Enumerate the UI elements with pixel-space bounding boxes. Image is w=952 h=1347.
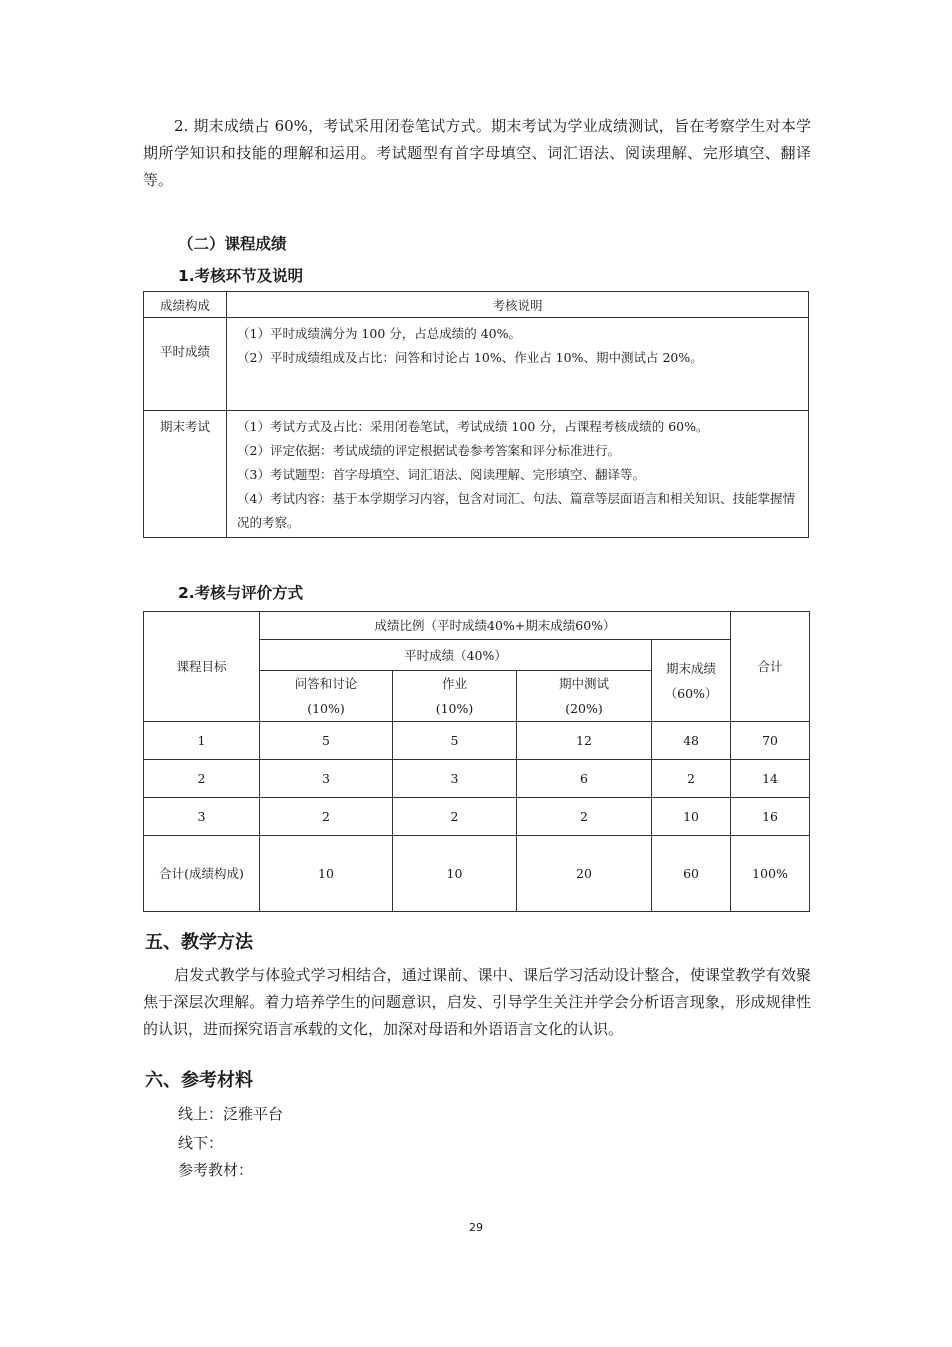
ref-textbook: 参考教材：: [178, 1161, 254, 1179]
section5-title: 五、教学方法: [145, 932, 253, 953]
desc-line: （2）平时成绩组成及占比：问答和讨论占 10%、作业占 10%、期中测试占 20%。: [237, 350, 703, 365]
table-row: [144, 798, 810, 836]
qa-percent: (10%): [307, 701, 345, 716]
evaluation-method-title: 2.考核与评价方式: [178, 584, 304, 602]
section-course-grade-title: （二）课程成绩: [178, 235, 287, 253]
cell-sum-total: 100%: [731, 836, 810, 912]
table-row: [144, 722, 810, 760]
row-usual-grade-label: 平时成绩: [144, 318, 227, 411]
desc-line: （3）考试题型：首字母填空、词汇语法、阅读理解、完形填空、翻译等。: [237, 467, 645, 482]
cell-final: 10: [652, 798, 731, 836]
desc-line: （2）评定依据：考试成绩的评定根据试卷参考答案和评分标准进行。: [237, 443, 620, 458]
cell-midterm: 6: [517, 760, 652, 798]
midterm-percent: (20%): [565, 701, 603, 716]
row-final-exam-label: 期末考试: [144, 411, 227, 538]
cell-final: 2: [652, 760, 731, 798]
cell-sum-final: 60: [652, 836, 731, 912]
assessment-items-title: 1.考核环节及说明: [178, 267, 304, 285]
cell-midterm: 12: [517, 722, 652, 760]
ref-offline: 线下：: [178, 1134, 224, 1152]
cell-goal: 1: [144, 722, 260, 760]
cell-sum-qa: 10: [260, 836, 393, 912]
cell-goal: 3: [144, 798, 260, 836]
table-row-sum: [144, 836, 810, 912]
cell-total: 70: [731, 722, 810, 760]
row-usual-grade-desc: [227, 318, 809, 411]
cell-qa: 2: [260, 798, 393, 836]
cell-total: 16: [731, 798, 810, 836]
ref-online: 线上：泛雅平台: [178, 1105, 284, 1123]
header-course-goal: 课程目标: [144, 612, 260, 722]
desc-line: （4）考试内容：基于本学期学习内容，包含对词汇、句法、篇章等层面语言和相关知识、技能掌握情况的考察。: [237, 491, 795, 530]
cell-total: 14: [731, 760, 810, 798]
header-qa: [260, 671, 393, 722]
header-final-grade: [652, 640, 731, 722]
header-assessment-description: 考核说明: [227, 292, 809, 318]
midterm-label: 期中测试: [558, 676, 609, 691]
cell-sum-homework: 10: [393, 836, 517, 912]
row-final-exam-desc: [227, 411, 809, 538]
cell-midterm: 2: [517, 798, 652, 836]
header-total: 合计: [731, 612, 810, 722]
intro-paragraph: [143, 113, 811, 194]
cell-sum-midterm: 20: [517, 836, 652, 912]
header-homework: [393, 671, 517, 722]
cell-homework: 2: [393, 798, 517, 836]
final-grade-percent: （60%）: [664, 685, 718, 701]
header-grade-ratio: 成绩比例（平时成绩40%+期末成绩60%）: [260, 612, 731, 640]
cell-homework: 5: [393, 722, 517, 760]
desc-line: （1）平时成绩满分为 100 分，占总成绩的 40%。: [237, 326, 522, 341]
page-number: 29: [469, 1221, 483, 1234]
qa-label: 问答和讨论: [294, 676, 358, 691]
intro-paragraph-text: 2. 期末成绩占 60%，考试采用闭卷笔试方式。期末考试为学业成绩测试，旨在考察学生对本学期所学知识和技能的理解和运用。考试题型有首字母填空、词汇语法、阅读理解、完形填空、翻译等。: [143, 117, 811, 189]
cell-qa: 3: [260, 760, 393, 798]
cell-sum-label: 合计(成绩构成): [144, 836, 260, 912]
teaching-method-paragraph: [143, 962, 811, 1043]
desc-line: （1）考试方式及占比：采用闭卷笔试，考试成绩 100 分，占课程考核成绩的 60%。: [237, 419, 709, 434]
evaluation-table: [143, 611, 810, 912]
teaching-method-text: 启发式教学与体验式学习相结合，通过课前、课中、课后学习活动设计整合，使课堂教学有效聚焦于深层次理解。着力培养学生的问题意识，启发、引导学生关注并学会分析语言现象，形成规律性的认识，进而探究语言承载的文化，加深对母语和外语语言文化的认识。: [143, 966, 811, 1038]
assessment-table: [143, 291, 809, 538]
final-grade-label: 期末成绩: [666, 660, 717, 676]
cell-final: 48: [652, 722, 731, 760]
cell-goal: 2: [144, 760, 260, 798]
homework-percent: (10%): [435, 701, 474, 716]
cell-qa: 5: [260, 722, 393, 760]
homework-label: 作业: [441, 676, 467, 691]
table-row: [144, 760, 810, 798]
header-midterm: [517, 671, 652, 722]
section6-title: 六、参考材料: [145, 1070, 253, 1091]
header-grade-composition: 成绩构成: [144, 292, 227, 318]
header-usual-grade: 平时成绩（40%）: [260, 640, 652, 671]
cell-homework: 3: [393, 760, 517, 798]
